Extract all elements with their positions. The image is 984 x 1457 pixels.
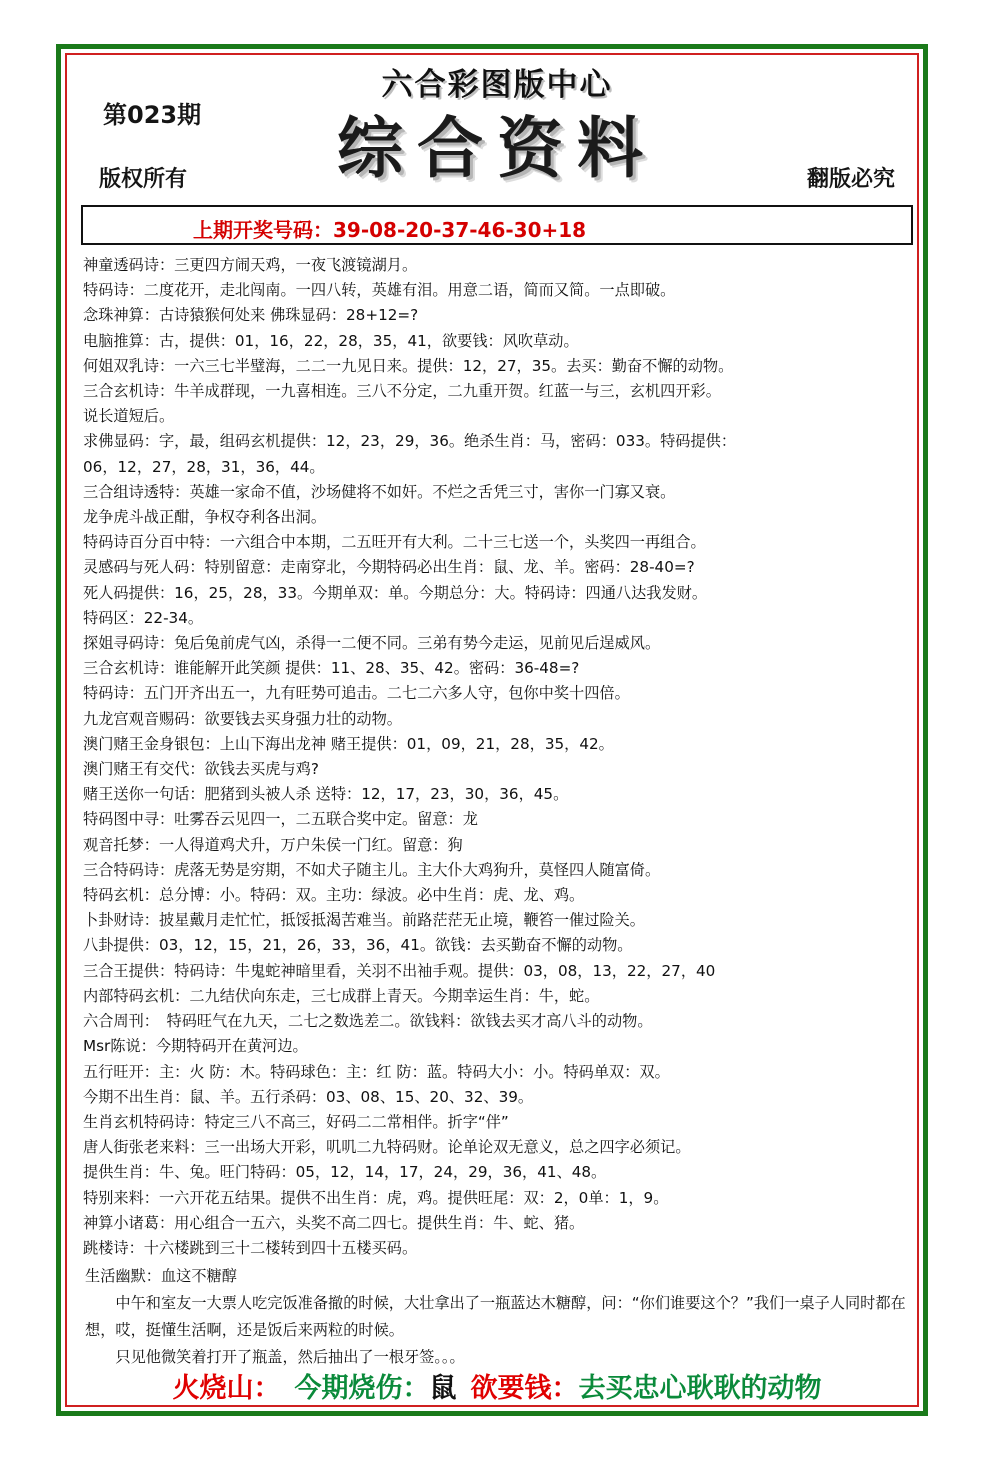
joke-title: 生活幽默：血这不糖醇: [85, 1267, 237, 1286]
joke-paragraph: 只见他微笑着打开了瓶盖，然后抽出了一根牙签。。。: [115, 1348, 465, 1367]
forecast-line: 特码区：22-34。: [83, 608, 204, 627]
forecast-line: 八卦提供：03，12，15，21，26，33，36，41。欲钱：去买勤奋不懈的动物。: [83, 936, 633, 955]
copyright-notice: 版权所有: [99, 167, 188, 192]
page-content: [61, 49, 933, 1421]
forecast-line: 死人码提供：16，25，28，33。今期单双：单。今期总分：大。特码诗：四通八达我发财。: [83, 583, 708, 602]
forecast-line: 生肖玄机特码诗：特定三八不高三，好码二二常相伴。折字“伴”: [83, 1112, 509, 1131]
forecast-line: 三合玄机诗：牛羊成群现，一九喜相连。三八不分定，二九重开贺。红蓝一与三，玄机四开彩。: [83, 382, 721, 401]
forecast-line: 唐人街张老来料：三一出场大开彩，叽叽二九特码财。论单论双无意义，总之四字必须记。: [83, 1138, 691, 1157]
footer-burn-label: 今期烧伤：: [294, 1372, 430, 1404]
forecast-line: 灵感码与死人码：特别留意：走南穿北，今期特码必出生肖：鼠、龙、羊。密码：28-40=?: [83, 558, 695, 577]
previous-draw-box: [81, 205, 913, 245]
forecast-line: 三合特码诗：虎落无势是穷期，不如犬子随主儿。主大仆大鸡狗升，莫怪四人随富倚。: [83, 860, 661, 879]
joke-section: [75, 1263, 919, 1371]
forecast-line: 神算小诸葛：用心组合一五六，头奖不高二四七。提供生肖：牛、蛇、猪。: [83, 1213, 585, 1232]
forecast-line: 今期不出生肖：鼠、羊。五行杀码：03、08、15、20、32、39。: [83, 1087, 534, 1106]
footer-burn-value: 鼠: [429, 1372, 457, 1404]
forecast-line: 特码诗百分百中特：一六组合中本期，二五旺开有大利。二十三七送一个，头奖四一再组合。: [83, 533, 706, 552]
forecast-line: 06，12，27，28，31，36，44。: [83, 457, 325, 476]
forecast-line: 特码图中寻：吐雾吞云见四一，二五联合奖中定。留意：龙: [83, 810, 478, 829]
forecast-text-block: [75, 253, 919, 1261]
previous-draw-numbers: 上期开奖号码：39-08-20-37-46-30+18: [193, 218, 587, 242]
issue-number: 第023期: [103, 101, 202, 129]
forecast-line: 求佛显码：字，最，组码玄机提供：12，23，29，36。绝杀生肖：马，密码：033。特码提供：: [83, 432, 737, 451]
outer-border: [56, 44, 928, 1416]
forecast-line: 三合王提供：特码诗：牛鬼蛇神暗里看，关羽不出袖手观。提供：03，08，13，22，27，40: [83, 961, 716, 980]
forecast-line: 赌王送你一句话：肥猪到头被人杀 送特：12，17，23，30，36，45。: [83, 785, 569, 804]
forecast-line: 卜卦财诗：披星戴月走忙忙，抵馁抵渴苦难当。前路茫茫无止境，鞭笞一催过险关。: [83, 911, 645, 930]
joke-paragraph: 中午和室友一大票人吃完饭准备撤的时候，大壮拿出了一瓶蓝达木糖醇，问：“你们谁要这个？”我们一桌子人同时都在想，哎，挺懂生活啊，还是饭后来两粒的时候。: [85, 1294, 906, 1340]
forecast-line: 电脑推算：古，提供：01，16，22，28，35，41，欲要钱：风吹草动。: [83, 331, 579, 350]
page-header: [75, 57, 919, 205]
footer-banner: [75, 1363, 919, 1407]
footer-money-value: 去买忠心耿耿的动物: [578, 1372, 822, 1404]
forecast-line: 龙争虎斗战正酣，争权夺利各出洞。: [83, 508, 326, 527]
forecast-line: Msr陈说：今期特码开在黄河边。: [83, 1037, 308, 1056]
forecast-line: 念珠神算：古诗猿猴何处来 佛珠显码：28+12=?: [83, 306, 419, 325]
footer-hill-label: 火烧山：: [172, 1372, 281, 1404]
forecast-line: 观音托梦：一人得道鸡犬升，万户朱侯一门红。留意：狗: [83, 835, 463, 854]
forecast-line: 跳楼诗：十六楼跳到三十二楼转到四十五楼买码。: [83, 1238, 418, 1257]
forecast-line: 特码玄机：总分博：小。特码：双。主功：绿波。必中生肖：虎、龙、鸡。: [83, 886, 585, 905]
forecast-line: 澳门赌王有交代：欲钱去买虎与鸡?: [83, 760, 319, 779]
forecast-line: 提供生肖：牛、兔。旺门特码：05，12，14，17，24，29，36，41、48。: [83, 1163, 607, 1182]
site-title: 六合彩图版中心: [381, 67, 613, 103]
footer-money-label: 欲要钱：: [470, 1372, 579, 1404]
forecast-line: 六合周刊： 特码旺气在九天，二七之数选差二。欲钱料：欲钱去买才高八斗的动物。: [83, 1012, 653, 1031]
reprint-notice: 翻版必究: [806, 167, 895, 192]
forecast-line: 九龙宫观音赐码：欲要钱去买身强力壮的动物。: [83, 709, 402, 728]
forecast-line: 澳门赌王金身银包：上山下海出龙神 赌王提供：01，09，21，28，35，42。: [83, 734, 614, 753]
forecast-line: 探姐寻码诗：兔后兔前虎气凶，杀得一二便不同。三弟有势今走运，见前见后逞威风。: [83, 634, 661, 653]
forecast-line: 五行旺开：主：火 防：木。特码球色：主：红 防：蓝。特码大小：小。特码单双：双。: [83, 1062, 670, 1081]
forecast-line: 特码诗：二度花开，走北闯南。一四八转，英雄有泪。用意二语，简而又简。一点即破。: [83, 281, 676, 300]
page-title: 综合资料: [337, 109, 657, 187]
forecast-line: 三合组诗透特：英雄一家命不值，沙场健将不如奸。不烂之舌凭三寸，害你一门寡又衰。: [83, 482, 676, 501]
forecast-line: 何姐双乳诗：一六三七半璧海，二二一九见日来。提供：12，27，35。去买：勤奋不懈的动物。: [83, 356, 734, 375]
forecast-line: 说长道短后。: [83, 407, 175, 426]
forecast-line: 内部特码玄机：二九结伏向东走，三七成群上青天。今期幸运生肖：牛，蛇。: [83, 986, 600, 1005]
forecast-line: 三合玄机诗：谁能解开此笑颜 提供：11、28、35、42。密码：36-48=?: [83, 659, 580, 678]
forecast-line: 特码诗：五门开齐出五一，九有旺势可追击。二七二六多人守，包你中奖十四倍。: [83, 684, 630, 703]
forecast-line: 特别来料：一六开花五结果。提供不出生肖：虎，鸡。提供旺尾：双：2，0单：1，9。: [83, 1188, 669, 1207]
forecast-line: 神童透码诗：三更四方闹天鸡，一夜飞渡镜湖月。: [83, 256, 418, 274]
